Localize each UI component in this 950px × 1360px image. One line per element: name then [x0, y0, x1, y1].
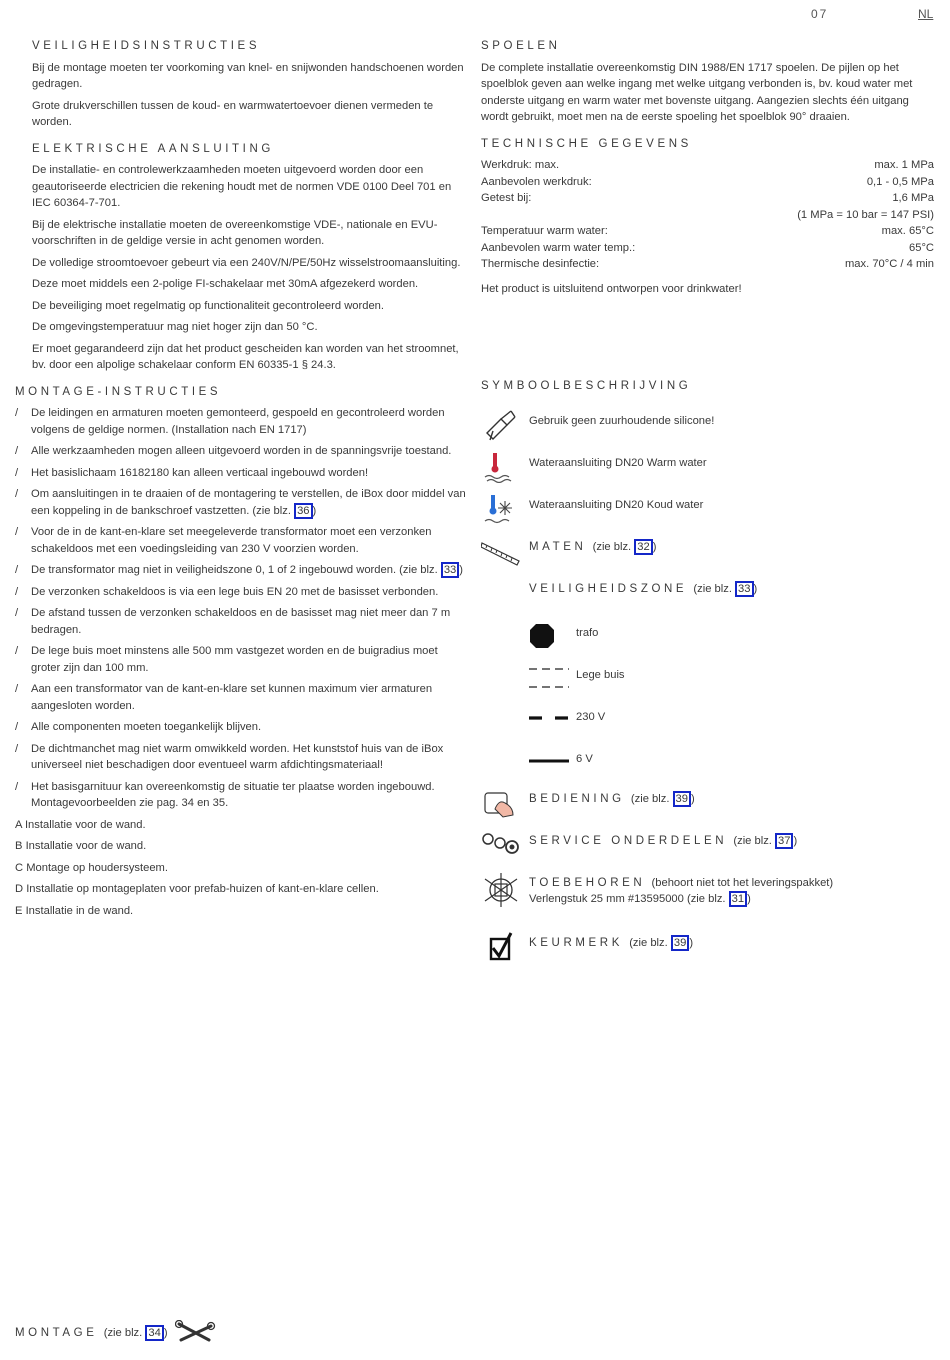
- table-row: Aanbevolen warm water temp.: 65°C: [481, 241, 934, 254]
- page-ref-link[interactable]: 37: [775, 833, 793, 849]
- table-row: Getest bij: 1,6 MPa: [481, 192, 934, 204]
- mounting-footer: MONTAGE (zie blz. 34 ): [15, 1320, 217, 1346]
- electrical-title: ELEKTRISCHE AANSLUITING: [32, 142, 274, 155]
- legend-trafo: [481, 619, 934, 661]
- paragraph: De beveiliging moet regelmatig op functionaliteit gecontroleerd worden.: [32, 299, 384, 312]
- paragraph: Bij de montage moeten ter voorkoming van knel- en snijwonden handschoenen worden gedragen.: [32, 61, 464, 90]
- mounting-list: [15, 405, 470, 812]
- operation-label: BEDIENING: [529, 792, 625, 805]
- table-row: (1 MPa = 10 bar = 147 PSI): [797, 208, 934, 221]
- ruler-icon: [481, 535, 521, 567]
- list-item: / Voor de in de kant-en-klare set meegeleverde transformator moet een verzonken schakeldoos met een voedingsleiding van 230 V voorzien worden.: [15, 524, 470, 557]
- page-ref-link[interactable]: 33: [735, 581, 753, 597]
- solid-line-icon: [529, 747, 569, 777]
- symbol-text: Wateraansluiting DN20 Koud water: [529, 498, 704, 511]
- list-item: / Het basisgarnituur kan overeenkomstig de situatie ter plaatse worden ingebouwd. Montagevoorbeelden zie pag. 34 en 35.: [15, 779, 470, 812]
- list-item: / Alle werkzaamheden mogen alleen uitgevoerd worden in de spanningsvrije toestand.: [15, 443, 470, 460]
- table-row: Temperatuur warm water: max. 65°C: [481, 225, 934, 237]
- table-row: Aanbevolen werkdruk: 0,1 - 0,5 MPa: [481, 175, 934, 188]
- service-label: SERVICE ONDERDELEN: [529, 834, 728, 847]
- paragraph: De volledige stroomtoevoer gebeurt via een 240V/N/PE/50Hz wisselstroomaansluiting.: [32, 256, 461, 269]
- paragraph: De omgevingstemperatuur mag niet hoger zijn dan 50 °C.: [32, 321, 318, 333]
- legend-text: 230 V: [576, 710, 606, 723]
- drinking-water-note: Het product is uitsluitend ontworpen voor drinkwater!: [481, 282, 742, 295]
- list-item: / De dichtmanchet mag niet warm omwikkeld worden. Het kunststof huis van de iBox universeel niet beschadigen door eventueel warm afdichtingsmateriaal!: [15, 741, 470, 774]
- dimensions-label: MATEN: [529, 540, 587, 553]
- rinse-section: [481, 38, 934, 126]
- tech-section: [481, 136, 934, 298]
- dashed-line-icon: [529, 663, 569, 693]
- wrench-icon: [175, 1320, 217, 1346]
- option-item: E Installatie in de wand.: [15, 904, 134, 917]
- list-item: / De afstand tussen de verzonken schakeldoos en de basisset mag niet meer dan 7 m bedragen.: [15, 605, 470, 638]
- symbol-approval: KEURMERK (zie blz. 39 ): [481, 931, 934, 973]
- installation-options: [15, 817, 470, 920]
- option-item: A Installatie voor de wand.: [15, 818, 146, 831]
- page-ref-link[interactable]: 39: [671, 935, 689, 951]
- approval-label: KEURMERK: [529, 936, 623, 949]
- table-row: Werkdruk: max. max. 1 MPa: [481, 159, 934, 171]
- table-row: Thermische desinfectie: max. 70°C / 4 min: [481, 258, 934, 270]
- list-item: / Het basislichaam 16182180 kan alleen verticaal ingebouwd worden!: [15, 465, 470, 482]
- paragraph: Er moet gegarandeerd zijn dat het product gescheiden kan worden van het stroomnet, bv. door een alpolige schakelaar conform EN 60335-1 § 24.3.: [32, 342, 459, 371]
- electrical-section: [15, 141, 470, 374]
- symbol-zone: VEILIGHEIDSZONE (zie blz. 33 ): [529, 582, 758, 595]
- tech-table: [481, 157, 934, 273]
- legend-empty-pipe: [481, 661, 934, 703]
- warm-water-icon: [481, 451, 521, 483]
- page-number: 07: [811, 7, 829, 21]
- symbol-cold: [481, 493, 934, 535]
- paragraph: Bij de elektrische installatie moeten de overeenkomstige VDE-, nationale en EVU-voorschriften in de geldige versie in acht genomen worden.: [32, 218, 438, 247]
- service-parts-icon: [481, 829, 521, 861]
- symbol-text: Wateraansluiting DN20 Warm water: [529, 456, 707, 469]
- legend-text: 6 V: [576, 752, 593, 765]
- list-item: / Om aansluitingen in te draaien of de montagering te verstellen, de iBox door middel van een koppeling in de bankschroef vastzetten. (zie blz. 36 ): [15, 486, 470, 519]
- trafo-octagon-icon: [529, 621, 569, 651]
- tech-title: TECHNISCHE GEGEVENS: [481, 137, 692, 150]
- page-ref-link[interactable]: 34: [145, 1325, 163, 1341]
- silicone-gun-icon: [481, 409, 521, 441]
- footer-label: MONTAGE: [15, 1326, 98, 1339]
- right-column: [481, 38, 934, 949]
- list-item: / Aan een transformator van de kant-en-klare set kunnen maximum vier armaturen aangesloten worden.: [15, 681, 470, 714]
- mounting-section: [15, 384, 470, 920]
- symbols-section: [481, 378, 934, 973]
- cold-water-icon: [481, 493, 521, 525]
- zone-label: VEILIGHEIDSZONE: [529, 582, 688, 595]
- checkmark-box-icon: [481, 931, 521, 963]
- symbol-dimensions: MATEN (zie blz. 32 ): [481, 535, 934, 577]
- page-ref-link[interactable]: 31: [729, 891, 747, 907]
- page-ref-link[interactable]: 36: [294, 503, 312, 519]
- language-tag: NL: [918, 7, 934, 21]
- safety-section: [15, 38, 470, 131]
- page-ref-link[interactable]: 39: [673, 791, 691, 807]
- list-item: / De lege buis moet minstens alle 500 mm vastgezet worden en de buigradius moet groter zijn dan 100 mm.: [15, 643, 470, 676]
- thick-dashed-line-icon: [529, 705, 569, 735]
- page-ref-link[interactable]: 33: [441, 562, 459, 578]
- safety-title: VEILIGHEIDSINSTRUCTIES: [32, 40, 261, 52]
- legend-text: Lege buis: [576, 668, 625, 681]
- symbol-accessories: TOEBEHOREN (behoort niet tot het leveringspakket) Verlengstuk 25 mm #13595000 (zie blz. 31 ): [481, 871, 934, 931]
- accessories-icon: [481, 871, 521, 909]
- symbols-title: SYMBOOLBESCHRIJVING: [481, 380, 692, 392]
- legend-230v: [481, 703, 934, 745]
- rinse-title: SPOELEN: [481, 40, 561, 52]
- rinse-text: De complete installatie overeenkomstig DIN 1988/EN 1717 spoelen. De pijlen op het spoelblok geven aan welke ingang met welke uitgang verbonden is, bv. koud water met onderste uitgang en warm water met bovenste uitgang. Aangezien slechts één uitgang wordt gebruikt, moet men na de eerste spoeling het spoelblok 90° draaien.: [481, 61, 913, 123]
- list-item: / De verzonken schakeldoos is via een lege buis EN 20 met de basisset verbonden.: [15, 584, 470, 601]
- option-item: D Installatie op montageplaten voor prefab-huizen of kant-en-klare cellen.: [15, 883, 379, 895]
- symbol-warm: [481, 451, 934, 493]
- option-item: C Montage op houdersysteem.: [15, 861, 168, 874]
- left-column: [15, 38, 470, 924]
- option-item: B Installatie voor de wand.: [15, 840, 147, 852]
- legend-text: trafo: [576, 626, 599, 639]
- list-item: / De leidingen en armaturen moeten gemonteerd, gespoeld en gecontroleerd worden volgens de geldige normen. (Installation nach EN 1717): [15, 405, 470, 438]
- hand-operation-icon: [481, 787, 521, 819]
- paragraph: Deze moet middels een 2-polige FI-schakelaar met 30mA afgezekerd worden.: [32, 278, 419, 290]
- accessories-label: TOEBEHOREN: [529, 876, 646, 889]
- paragraph: De installatie- en controlewerkzaamheden moeten uitgevoerd worden door een geautoriseerde electricien die rekening houdt met de normen VDE 0100 Deel 701 en IEC 60364-7-701.: [32, 164, 452, 209]
- legend-6v: [481, 745, 934, 787]
- page-ref-link[interactable]: 32: [634, 539, 652, 555]
- paragraph: Grote drukverschillen tussen de koud- en warmwatertoevoer dienen vermeden te worden.: [32, 99, 434, 128]
- mounting-title: MONTAGE-INSTRUCTIES: [15, 385, 222, 398]
- symbol-operation: BEDIENING (zie blz. 39 ): [481, 787, 934, 829]
- symbol-text: Gebruik geen zuurhoudende silicone!: [529, 414, 715, 427]
- symbol-service: SERVICE ONDERDELEN (zie blz. 37 ): [481, 829, 934, 871]
- list-item: / De transformator mag niet in veiligheidszone 0, 1 of 2 ingebouwd worden. (zie blz. 33 ): [15, 562, 470, 579]
- list-item: / Alle componenten moeten toegankelijk blijven.: [15, 719, 470, 736]
- symbol-silicone: [481, 409, 934, 451]
